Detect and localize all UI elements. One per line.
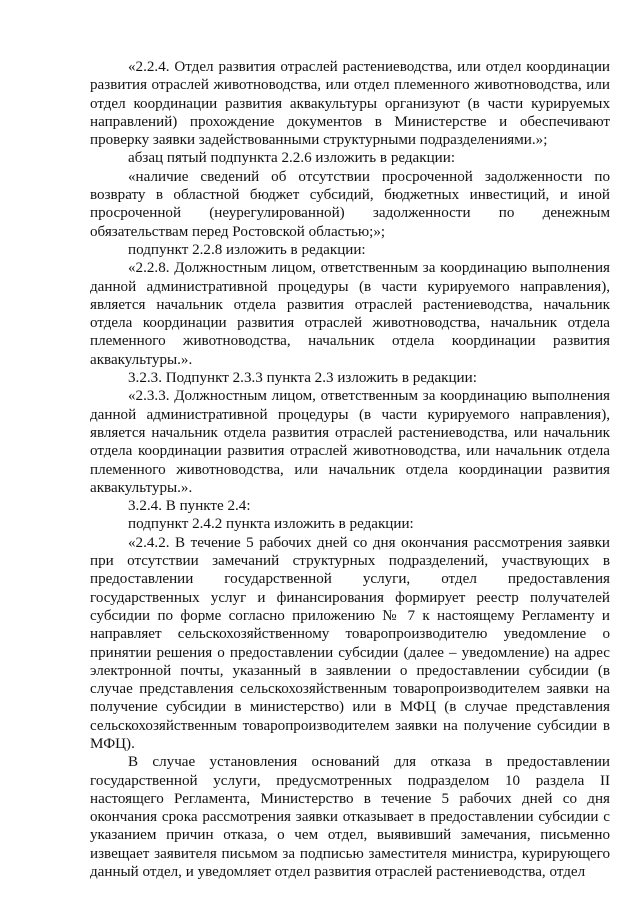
paragraph-2-3-3: «2.3.3. Должностным лицом, ответственным за координацию выполнения данной административной процедуры (в части курируемого направления), является начальник отдела развития отраслей растениеводства, или начальник отдела координации развития отраслей животноводства, или начальник отдела племенного животноводства, или начальник отдела координации развития аквакультуры.».	[90, 388, 610, 496]
paragraph-2-2-6-text: «наличие сведений об отсутствии просроченной задолженности по возврату в областной бюджет субсидий, бюджетных инвестиций, и иной просроченной (неурегулированной) задолженности по денежным обязательствам перед Ростовской областью;»;	[90, 168, 610, 240]
paragraph-3-2-3: 3.2.3. Подпункт 2.3.3 пункта 2.3 изложить в редакции:	[128, 370, 477, 387]
paragraph-2-2-4: «2.2.4. Отдел развития отраслей растениеводства, или отдел координации развития отраслей животноводства, или отдел племенного животноводства, или отдел координации развития аквакультуры организуют (в части курируемых направлений) прохождение документов в Министерстве и обеспечивают проверку заявки задействованными структурными подразделениями.»;	[90, 59, 610, 149]
paragraph-instruction-2-2-6: абзац пятый подпункта 2.2.6 изложить в редакции:	[128, 150, 456, 167]
paragraph-refusal-case: В случае установления оснований для отказа в предоставлении государственной услуги, предусмотренных подразделом 10 раздела II настоящего Регламента, Министерство в течение 5 рабочих дней со дня окончания срока рассмотрения заявки отказывает в предоставлении субсидии с указанием причин отказа, о чем отдел, выявивший замечания, письменно извещает заявителя письмом за подписью заместителя министра, курирующего данный отдел, и уведомляет отдел развития отраслей растениеводства, отдел	[90, 754, 610, 881]
paragraph-2-4-2: «2.4.2. В течение 5 рабочих дней со дня окончания рассмотрения заявки при отсутствии замечаний структурных подразделений, участвующих в предоставлении государственной услуги, отдел предоставления государственных услуг и финансирования формирует реестр получателей субсидии по форме согласно приложению № 7 к настоящему Регламенту и направляет сельскохозяйственному товаропроизводителю уведомление о принятии решения о предоставлении субсидии (далее – уведомление) на адрес электронной почты, указанный в заявлении о предоставлении субсидии (в случае представления сельскохозяйственным товаропроизводителем заявки на получение субсидии в министерство) или в МФЦ (в случае представления сельскохозяйственным товаропроизводителем заявки на получение субсидии в МФЦ).	[90, 534, 610, 752]
paragraph-2-2-8: «2.2.8. Должностным лицом, ответственным за координацию выполнения данной административной процедуры (в части курируемого направления), является начальник отдела развития отраслей растениеводства, начальник отдела координации развития отраслей животноводства, начальник отдела племенного животноводства, начальник отдела координации развития аквакультуры.».	[90, 260, 610, 368]
paragraph-3-2-4: 3.2.4. В пункте 2.4:	[128, 498, 251, 515]
paragraph-instruction-2-2-8: подпункт 2.2.8 изложить в редакции:	[128, 241, 366, 258]
document-body	[90, 58, 610, 881]
paragraph-instruction-2-4-2: подпункт 2.4.2 пункта изложить в редакции:	[128, 516, 414, 533]
